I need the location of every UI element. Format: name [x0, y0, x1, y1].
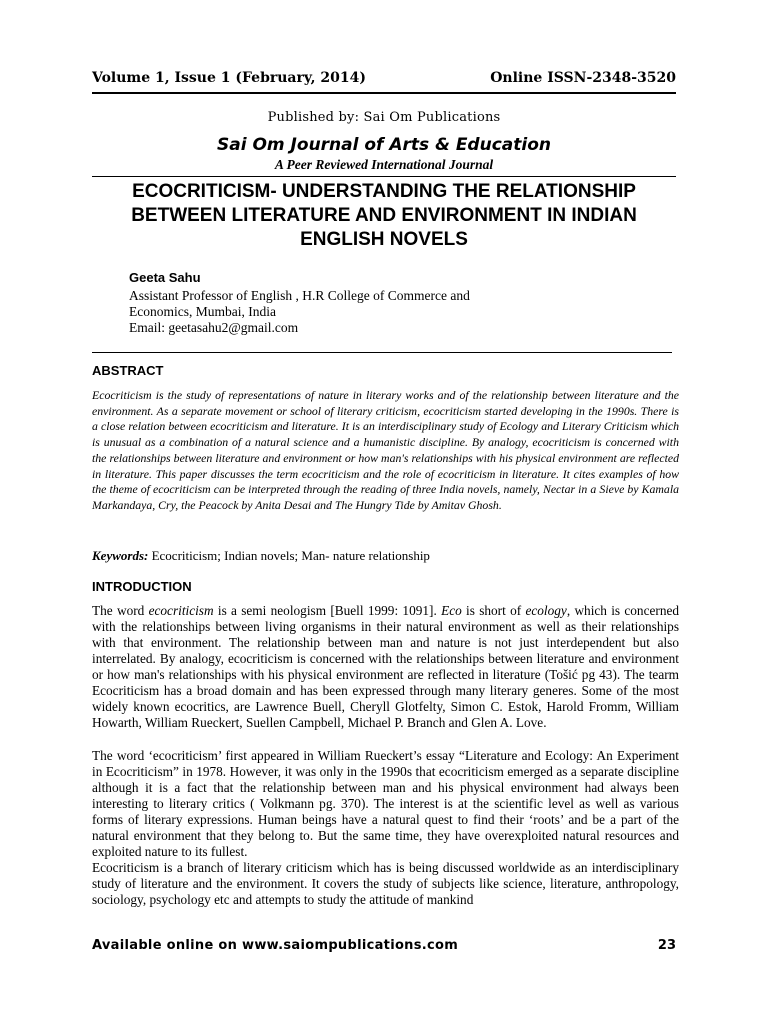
intro-paragraph-1: [92, 603, 679, 731]
article-title: ECOCRITICISM- UNDERSTANDING THE RELATIONSHIP BETWEEN LITERATURE AND ENVIRONMENT IN INDIAN ENGLISH NOVELS: [131, 181, 637, 250]
p1-part: , which is concerned with the relationships between living organisms in their natural environment as well as their relationships with that environment. The relationship between man and nature is not just interdependent but also interrelated. By analogy, ecocriticism is concerned with the relationships between literature and environment or how man's relationships with his physical environment are reflected in literature (Tošić pg 43). The tearm Ecocriticism has a broad domain and has been expressed through many literary generes. Some of the most widely known ecocritics, are Lawrence Buell, Cheryll Glotfelty, Simon C. Estok, Harold Fromm, William Howarth, William Rueckert, Suellen Campbell, Michael P. Branch and Glen A. Love.: [92, 603, 680, 730]
journal-name: Sai Om Journal of Arts & Education: [217, 135, 551, 155]
page-footer: [92, 938, 676, 958]
author-affiliation-2: Economics, Mumbai, India: [129, 304, 276, 319]
publisher-line: Published by: Sai Om Publications: [267, 110, 501, 125]
p1-part: is a semi neologism [Buell 1999: 1091].: [213, 603, 442, 618]
p1-eco: Eco: [441, 603, 462, 618]
author-email: Email: geetasahu2@gmail.com: [129, 320, 299, 335]
abstract-text: Ecocriticism is the study of representations of nature in literary works and of the relationship between literature and the environment. As a separate movement or school of literary criticism, ecocriticism started developing in the 1990s. There is a close relation between ecocriticism and literature. It is an interdisciplinary study of Ecology and Literary Criticism which is unusual as a combination of a natural science and a humanistic discipline. By analogy, ecocriticism is concerned with the relationships between literature and environment or how man's relationships with his physical environment are reflected in literature. This paper discusses the term ecocriticism and the role of ecocriticism in literature. It cites examples of how the theme of ecocriticism can be interpreted through the reading of three India novels, namely, Nectar in a Sieve by Kamala Markandaya, Cry, the Peacock by Anita Desai and The Hungry Tide by Amitav Ghosh.: [92, 388, 679, 512]
section-divider: [92, 352, 672, 353]
header-rule: [92, 92, 676, 94]
p1-part: is short of: [461, 603, 526, 618]
intro-paragraph-2: The word ‘ecocriticism’ first appeared in William Rueckert’s essay “Literature and Ecology: An Experiment in Ecocriticism” in 1978. However, it was only in the 1990s that ecocriticism emerged as a separate discipline although it is a fact that the relationship between man and his physical environment had always been interesting to literary critics ( Volkmann pg. 370). The interest is at the scientific level as well as various forms of literary expressions. Human beings have a natural quest to find their ‘roots’ and be a part of the natural environment that they belong to. But the same time, they have overexploited natural resources and exploited nature to its fullest.: [92, 748, 679, 859]
keywords-text: Ecocriticism; Indian novels; Man- nature relationship: [148, 548, 430, 563]
journal-subtitle: A Peer Reviewed International Journal: [274, 157, 494, 172]
p1-ecology: ecology: [525, 603, 567, 618]
running-header: [92, 70, 676, 90]
p1-part: The word: [92, 603, 149, 618]
abstract-heading: ABSTRACT: [92, 363, 164, 378]
author-name: Geeta Sahu: [129, 270, 201, 285]
intro-paragraph-3: Ecocriticism is a branch of literary criticism which has is being discussed worldwide as an interdisciplinary study of literature and the environment. It covers the study of subjects like science, literature, anthropology, sociology, psychology etc and attempts to study the attitude of mankind: [92, 860, 679, 907]
keywords-line: [92, 548, 679, 564]
introduction-heading: INTRODUCTION: [92, 579, 192, 594]
volume-issue: Volume 1, Issue 1 (February, 2014): [92, 70, 367, 86]
title-rule: [92, 176, 676, 177]
author-affiliation-1: Assistant Professor of English , H.R College of Commerce and: [129, 288, 470, 303]
page-number: 23: [657, 938, 676, 953]
author-block: [129, 270, 470, 336]
availability-note: Available online on www.saiompublications.com: [92, 938, 459, 953]
issn: Online ISSN-2348-3520: [490, 70, 676, 86]
keywords-label: Keywords:: [92, 548, 149, 563]
p1-term: ecocriticism: [148, 603, 214, 618]
